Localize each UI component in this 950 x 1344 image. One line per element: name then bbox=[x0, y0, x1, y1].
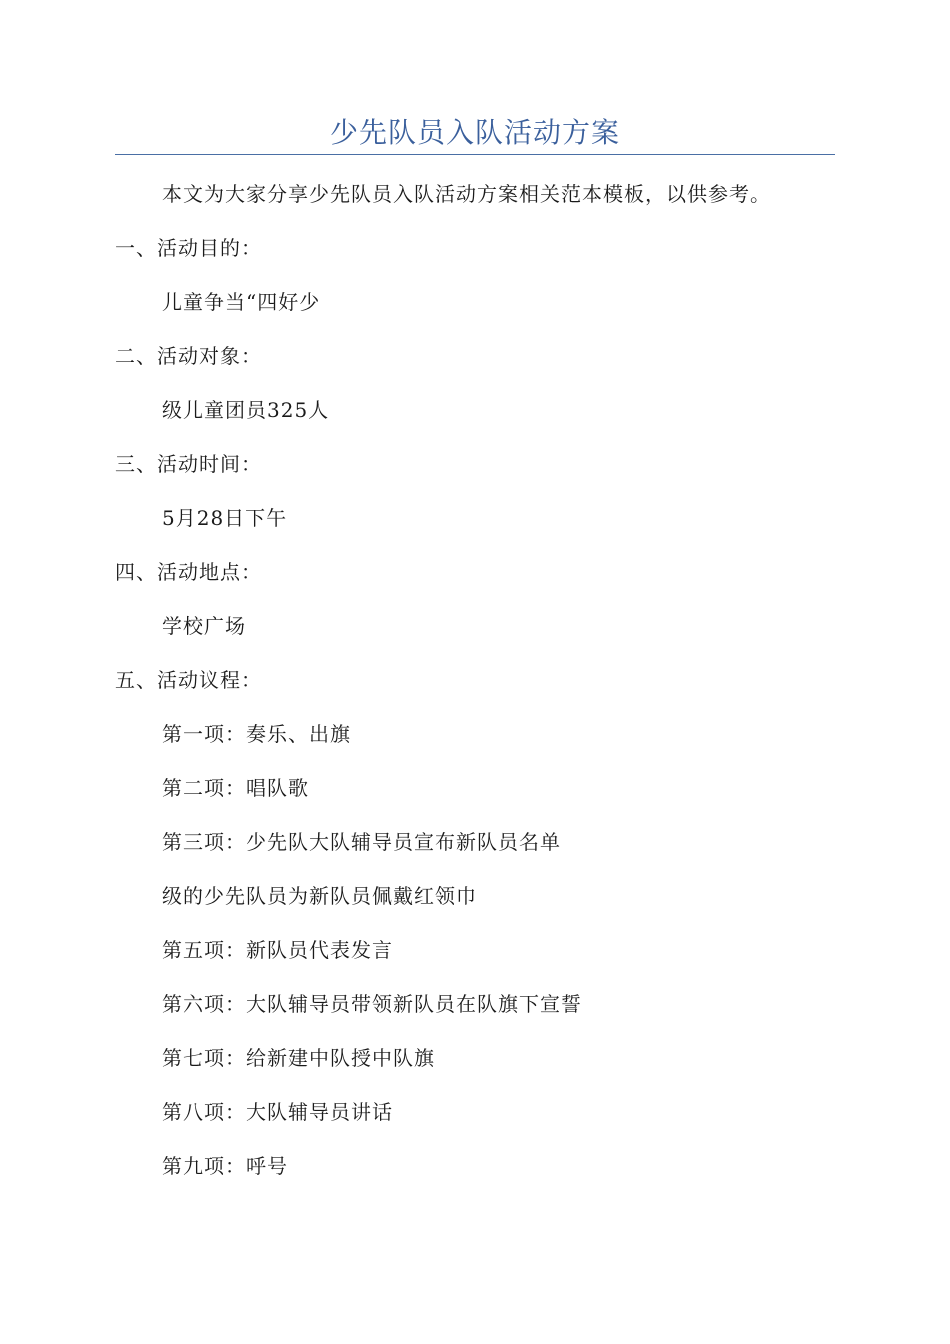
section-heading-time: 三、活动时间： bbox=[115, 452, 262, 476]
agenda-item: 第九项：呼号 bbox=[162, 1154, 288, 1178]
section-body-time: 5月28日下午 bbox=[162, 506, 288, 530]
section-body-purpose: 儿童争当“四好少 bbox=[162, 290, 321, 314]
section-heading-location: 四、活动地点： bbox=[115, 560, 262, 584]
section-body-participants: 级儿童团员325人 bbox=[162, 398, 330, 422]
title-underline bbox=[115, 154, 835, 155]
agenda-item: 第三项：少先队大队辅导员宣布新队员名单 bbox=[162, 830, 561, 854]
agenda-item: 第五项：新队员代表发言 bbox=[162, 938, 393, 962]
agenda-item: 第一项：奏乐、出旗 bbox=[162, 722, 351, 746]
section-heading-purpose: 一、活动目的： bbox=[115, 236, 262, 260]
agenda-item: 第七项：给新建中队授中队旗 bbox=[162, 1046, 435, 1070]
agenda-item: 第六项：大队辅导员带领新队员在队旗下宣誓 bbox=[162, 992, 582, 1016]
section-heading-participants: 二、活动对象： bbox=[115, 344, 262, 368]
agenda-item: 第八项：大队辅导员讲话 bbox=[162, 1100, 393, 1124]
section-body-location: 学校广场 bbox=[162, 614, 246, 638]
page-title: 少先队员入队活动方案 bbox=[329, 116, 620, 149]
intro-paragraph: 本文为大家分享少先队员入队活动方案相关范本模板，以供参考。 bbox=[162, 182, 771, 206]
section-heading-agenda: 五、活动议程： bbox=[115, 668, 262, 692]
agenda-item: 第二项：唱队歌 bbox=[162, 776, 309, 800]
agenda-item: 级的少先队员为新队员佩戴红领巾 bbox=[162, 884, 477, 908]
